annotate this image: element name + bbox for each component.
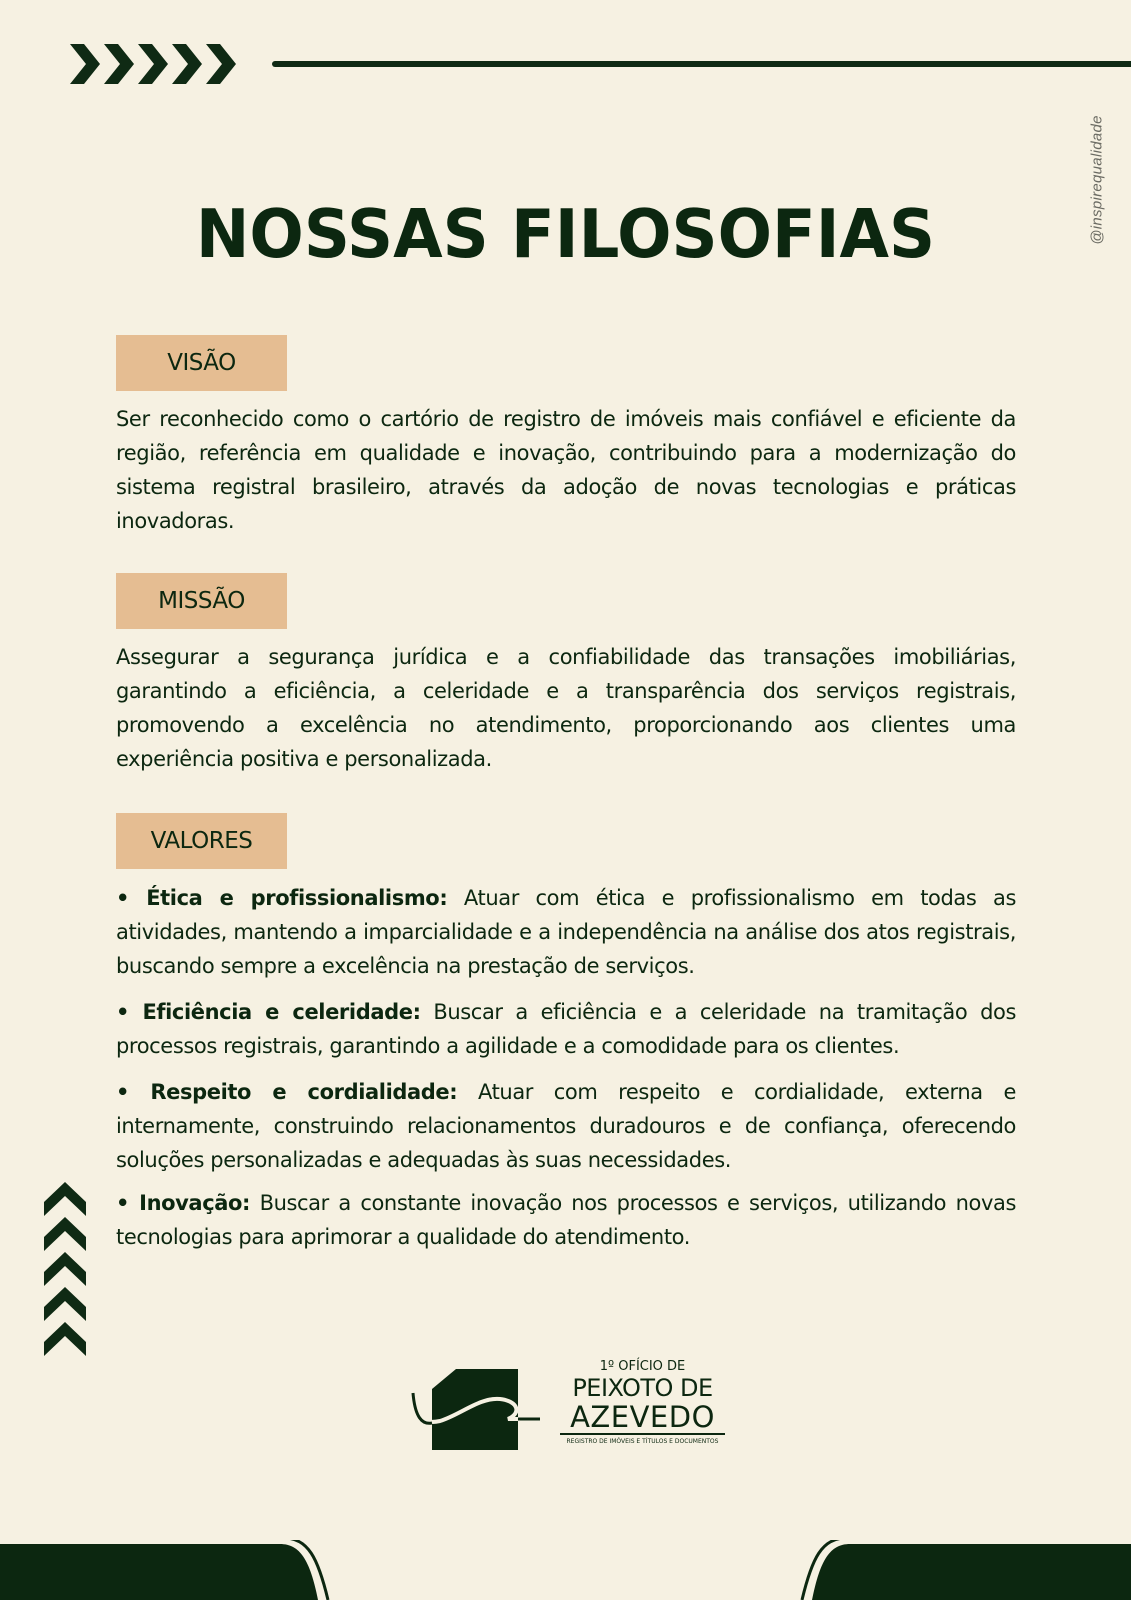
valor-text: Atuar com ética e profissionalismo em todas as atividades, mantendo a imparcialidade e a independência na análise dos atos registrais, buscando sempre a excelência na prestação de serviços. bbox=[116, 886, 1017, 978]
bullet: • bbox=[116, 886, 130, 910]
bullet: • bbox=[116, 1191, 130, 1215]
bullet: • bbox=[116, 1080, 130, 1104]
valor-label: Ética e profissionalismo: bbox=[146, 886, 448, 910]
valor-text: Atuar com respeito e cordialidade, externa e internamente, construindo relacionamentos duradouros e de confiança, oferecendo soluções personalizadas e adequadas às suas necessidades. bbox=[116, 1080, 1016, 1172]
valor-label: Respeito e cordialidade: bbox=[150, 1080, 458, 1104]
logo-line4: REGISTRO DE IMÓVEIS E TÍTULOS E DOCUMENTOS bbox=[566, 1438, 719, 1445]
section-tag-visao: VISÃO bbox=[116, 335, 287, 391]
valor-item bbox=[116, 995, 1016, 1063]
chevrons-right-icon bbox=[70, 44, 245, 84]
valor-item bbox=[116, 881, 1016, 983]
valor-label: Inovação: bbox=[139, 1191, 251, 1215]
logo-line2: PEIXOTO DE bbox=[572, 1374, 713, 1402]
logo-mark-icon bbox=[410, 1357, 540, 1450]
social-handle: @inspirequalidade bbox=[1088, 115, 1106, 245]
footer-corner-left bbox=[0, 1540, 340, 1600]
section-tag-valores: VALORES bbox=[116, 813, 287, 869]
missao-text: Assegurar a segurança jurídica e a confiabilidade das transações imobiliárias, garantindo a eficiência, a celeridade e a transparência dos serviços registrais, promovendo a excelência no atendimento, proporcionando aos clientes uma experiência positiva e personalizada. bbox=[116, 645, 1016, 771]
valor-item bbox=[116, 1075, 1016, 1177]
valor-text: Buscar a eficiência e a celeridade na tramitação dos processos registrais, garantindo a agilidade e a comodidade para os clientes. bbox=[116, 1000, 1016, 1058]
chevrons-up-icon bbox=[44, 1182, 86, 1357]
company-logo bbox=[410, 1357, 720, 1452]
header-divider bbox=[272, 61, 1131, 67]
valor-text: Buscar a constante inovação nos processos e serviços, utilizando novas tecnologias para aprimorar a qualidade do atendimento. bbox=[116, 1191, 1016, 1249]
page-title: NOSSAS FILOSOFIAS bbox=[195, 196, 936, 274]
footer-corner-right bbox=[790, 1540, 1131, 1600]
logo-line3: AZEVEDO bbox=[560, 1402, 725, 1435]
bullet: • bbox=[116, 1000, 130, 1024]
logo-line1: 1º OFÍCIO DE bbox=[599, 1359, 686, 1374]
valor-item bbox=[116, 1186, 1016, 1254]
visao-text: Ser reconhecido como o cartório de registro de imóveis mais confiável e eficiente da região, referência em qualidade e inovação, contribuindo para a modernização do sistema registral brasileiro, através da adoção de novas tecnologias e práticas inovadoras. bbox=[116, 407, 1016, 533]
section-tag-missao: MISSÃO bbox=[116, 573, 287, 629]
valor-label: Eficiência e celeridade: bbox=[142, 1000, 421, 1024]
